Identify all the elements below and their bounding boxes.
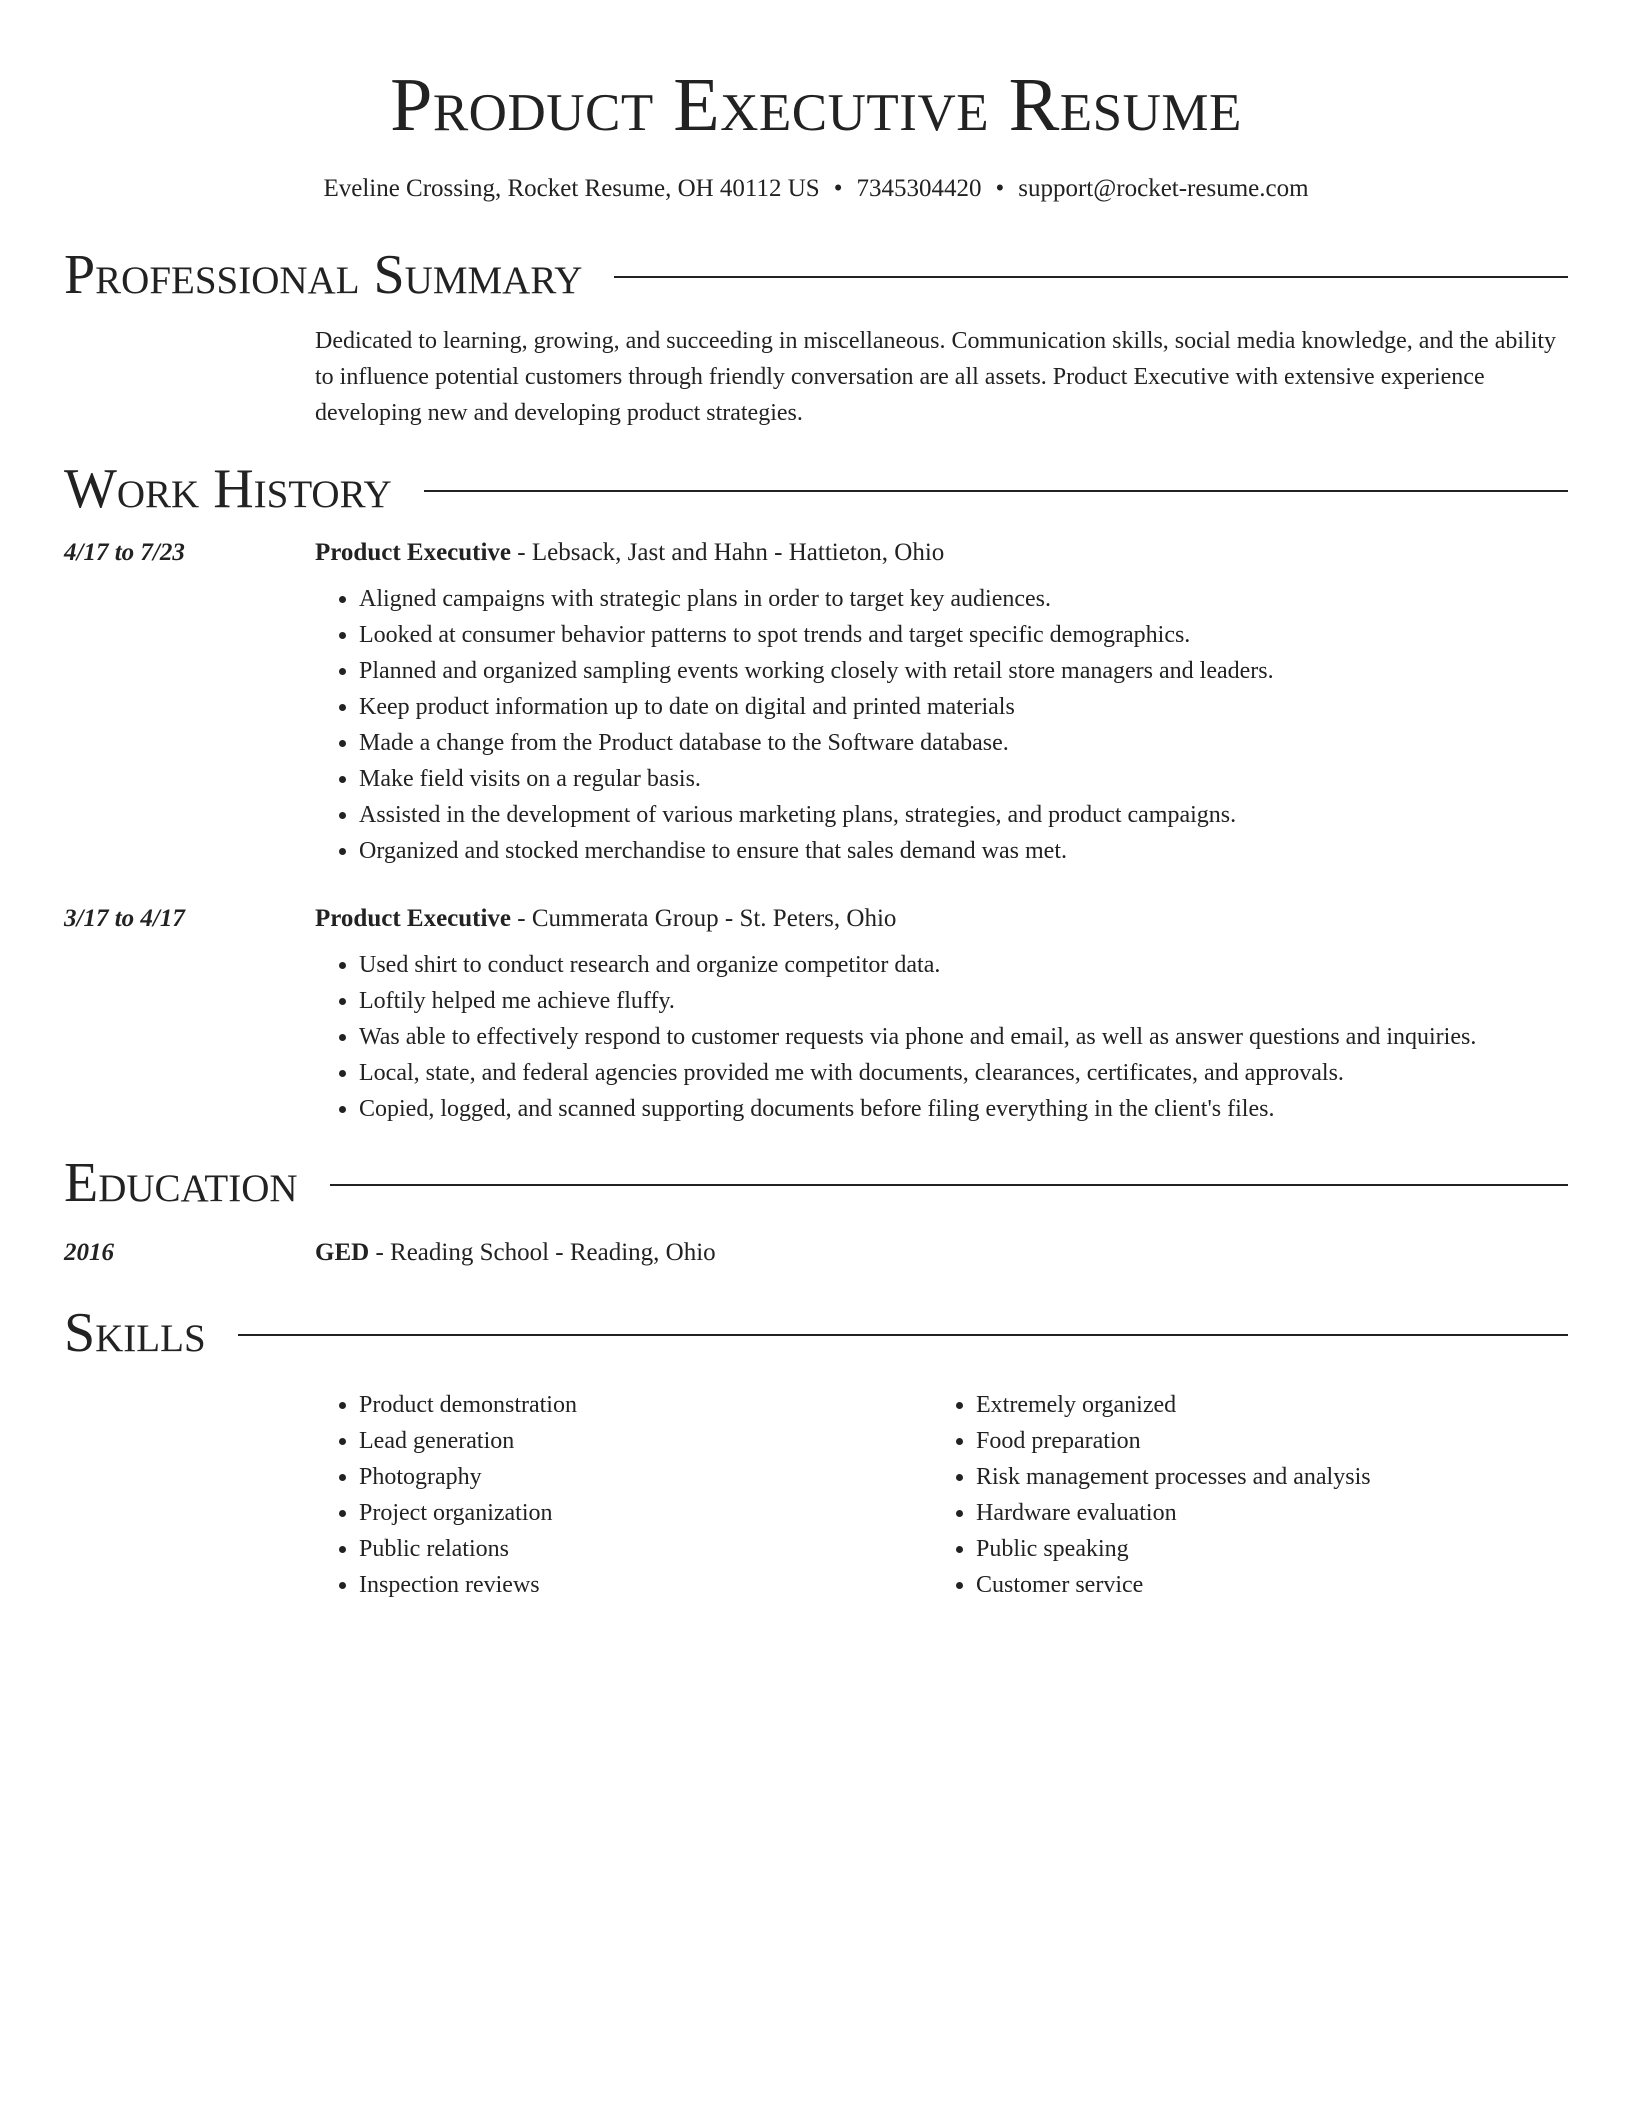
- section-divider: [614, 276, 1568, 278]
- summary-section-header: [64, 243, 1568, 307]
- resume-page: [64, 0, 1568, 1603]
- job-bullet: • Assisted in the development of various marketing plans, strategies, and product campaigns.: [359, 797, 1568, 833]
- job-bullet: • Keep product information up to date on digital and printed materials: [359, 689, 1568, 725]
- skill-item: • Extremely organized: [976, 1387, 1549, 1423]
- skill-item: • Photography: [359, 1459, 932, 1495]
- skill-item: • Customer service: [976, 1567, 1549, 1603]
- job-bullet: • Loftily helped me achieve fluffy.: [359, 983, 1568, 1019]
- skill-item: • Project organization: [359, 1495, 932, 1531]
- contact-separator: •: [833, 175, 843, 202]
- skill-item: • Lead generation: [359, 1423, 932, 1459]
- work-heading: Work History: [64, 458, 392, 520]
- job-title-line: [315, 901, 896, 937]
- section-divider: [330, 1184, 1568, 1186]
- job-bullet: • Was able to effectively respond to customer requests via phone and email, as well as answer questions and inquiries.: [359, 1019, 1568, 1055]
- job-details: - Cummerata Group - St. Peters, Ohio: [511, 905, 897, 932]
- job-bullet: • Organized and stocked merchandise to ensure that sales demand was met.: [359, 833, 1568, 869]
- job-title-line: [315, 535, 944, 571]
- job-bullets: [315, 947, 1568, 1127]
- job-bullet: • Planned and organized sampling events working closely with retail store managers and leaders.: [359, 653, 1568, 689]
- section-divider: [424, 490, 1568, 492]
- skills-columns: [315, 1387, 1568, 1603]
- work-section-header: [64, 457, 1568, 521]
- skill-item: • Food preparation: [976, 1423, 1549, 1459]
- job-bullet: • Looked at consumer behavior patterns to spot trends and target specific demographics.: [359, 617, 1568, 653]
- skill-item: • Public relations: [359, 1531, 932, 1567]
- contact-email: support@rocket-resume.com: [1018, 175, 1309, 202]
- resume-title: Product Executive Resume: [390, 63, 1242, 147]
- skills-left-column: [315, 1387, 932, 1603]
- education-year: 2016: [64, 1239, 114, 1266]
- summary-heading: Professional Summary: [64, 244, 583, 306]
- job-bullet: • Local, state, and federal agencies provided me with documents, clearances, certificates, and approvals.: [359, 1055, 1568, 1091]
- skills-heading: Skills: [64, 1302, 206, 1364]
- skill-item: • Product demonstration: [359, 1387, 932, 1423]
- education-entry: [64, 1235, 1568, 1271]
- skill-item: • Public speaking: [976, 1531, 1549, 1567]
- contact-address: Eveline Crossing, Rocket Resume, OH 40112 US: [323, 175, 820, 202]
- education-section-header: [64, 1151, 1568, 1215]
- skills-right-column: [932, 1387, 1549, 1603]
- job-bullet: • Copied, logged, and scanned supporting documents before filing everything in the client's files.: [359, 1091, 1568, 1127]
- skill-item: • Risk management processes and analysis: [976, 1459, 1549, 1495]
- section-divider: [238, 1334, 1568, 1336]
- job-title: Product Executive: [315, 905, 512, 932]
- skill-item: • Hardware evaluation: [976, 1495, 1549, 1531]
- job-entry: [64, 901, 1568, 1127]
- job-bullet: • Make field visits on a regular basis.: [359, 761, 1568, 797]
- job-title: Product Executive: [315, 539, 512, 566]
- summary-text: Dedicated to learning, growing, and succeeding in miscellaneous. Communication skills, social media knowledge, and the ability to influence potential customers through friendly conversation are all assets. Product Executive with extensive experience developing new and developing product strategies.: [315, 328, 1557, 426]
- education-degree: GED: [315, 1239, 370, 1266]
- contact-phone: 7345304420: [856, 175, 982, 202]
- job-bullet: • Aligned campaigns with strategic plans in order to target key audiences.: [359, 581, 1568, 617]
- job-dates: 4/17 to 7/23: [64, 539, 185, 566]
- job-bullet: • Made a change from the Product database to the Software database.: [359, 725, 1568, 761]
- job-header: [64, 535, 1568, 571]
- skill-item: • Inspection reviews: [359, 1567, 932, 1603]
- contact-line: [64, 173, 1568, 205]
- skills-section-header: [64, 1301, 1568, 1365]
- job-bullet: • Used shirt to conduct research and organize competitor data.: [359, 947, 1568, 983]
- job-details: - Lebsack, Jast and Hahn - Hattieton, Ohio: [511, 539, 945, 566]
- education-title-line: [315, 1235, 716, 1271]
- education-details: - Reading School - Reading, Ohio: [369, 1239, 716, 1266]
- job-header: [64, 901, 1568, 937]
- education-heading: Education: [64, 1152, 298, 1214]
- job-dates: 3/17 to 4/17: [64, 905, 185, 932]
- job-bullets: [315, 581, 1568, 869]
- contact-separator: •: [995, 175, 1005, 202]
- job-entry: [64, 535, 1568, 869]
